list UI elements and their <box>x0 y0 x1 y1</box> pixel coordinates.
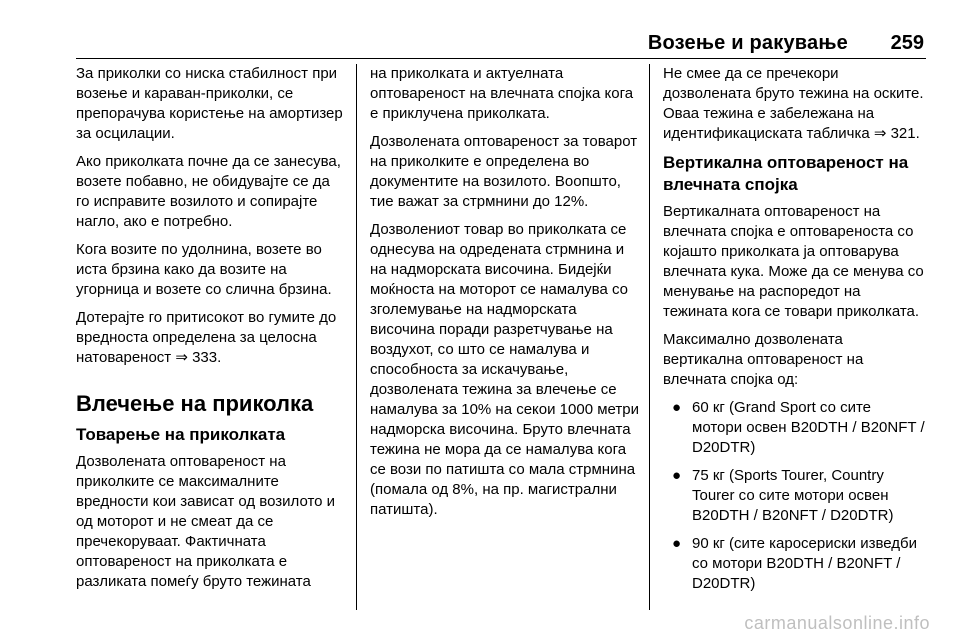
column-2 <box>370 64 640 528</box>
paragraph: Дотерајте го притисокот во гумите до вредноста определена за целосна натовареност ⇒ 333. <box>76 309 337 366</box>
column-1 <box>76 64 346 600</box>
bullet-icon: ● <box>672 399 682 416</box>
paragraph: Ако приколката почне да се занесува, возете побавно, не обидувајте се да го исправите возилото и сопирајте нагло, ако е потребно. <box>76 153 341 230</box>
running-title: Возење и ракување <box>647 32 848 54</box>
paragraph: Дозволениот товар во приколката се однесува на одредената стрмнина и на надморската височина. Бидејќи моќноста на моторот се намалува со зголемување на надморската височина поради разретчување на воздухот, со што се намалува и способноста за искачување, дозволената тежина за влечење се намалува за 10% на секои 1000 метри надморска височина. Бруто влечната тежина не мора да се намалува кога се вози по патишта со мала стрмнина (помала од 8%, на пр. магистрални патишта). <box>370 221 639 518</box>
paragraph: Дозволената оптовареност на приколките се максималните вредности кои зависат од возилото и од моторот и не смеат да се пречекоруваат. Фактичната оптовареност на приколката е разликата помеѓу бруто тежината <box>76 453 336 590</box>
paragraph: Максимално дозволената вертикална оптовареност на влечната спојка од: <box>663 331 864 388</box>
subsection-heading: Вертикална оптовареност на влечната спојка <box>663 153 909 194</box>
list-item-text: 90 кг (сите каросериски изведби со мотори B20DTH / B20NFT / D20DTR) <box>692 535 918 592</box>
bullet-icon: ● <box>672 535 682 552</box>
column-divider-2 <box>649 64 650 610</box>
paragraph: на приколката и актуелната оптовареност на влечната спојка кога е приклучена приколката. <box>370 65 634 122</box>
section-heading: Влечење на приколка <box>76 391 314 416</box>
paragraph: Дозволената оптовареност за товарот на приколките е определена во документите на возилото. Воопшто, тие важат за стрмнини до 12%. <box>370 133 638 210</box>
page-header <box>0 0 960 54</box>
paragraph: Не смее да се пречекори дозволената бруто тежина на оските. Оваа тежина е забележана на идентификациската табличка ⇒ 321. <box>663 65 924 142</box>
subsection-heading: Товарење на приколката <box>76 425 286 444</box>
paragraph: За приколки со ниска стабилност при возење и каравaн-приколки, се препорачува користење на амортизер за осцилации. <box>76 65 343 142</box>
list-item <box>663 466 925 526</box>
list-item-text: 60 кг (Grand Sport со сите мотори освен B20DTH / B20NFT / D20DTR) <box>692 399 925 456</box>
header-rule <box>76 58 926 59</box>
paragraph: Вертикалната оптовареност на влечната спојка е оптовареноста со којашто приколката ја оптоварува влечната кука. Може да се менува со менување на распоредот на тежината кога се товари приколката. <box>663 203 924 320</box>
column-3 <box>663 64 925 602</box>
list-item <box>663 398 925 458</box>
bullet-list <box>663 398 925 594</box>
watermark: carmanualsonline.info <box>744 613 930 633</box>
list-item-text: 75 кг (Sports Tourer, Country Tourer со сите мотори освен B20DTH / B20NFT / D20DTR) <box>692 467 894 524</box>
paragraph: Кога возите по удолнина, возете во иста брзина како да возите на угорница и возете со слична брзина. <box>76 241 332 298</box>
list-item <box>663 534 925 594</box>
page-number: 259 <box>890 32 924 54</box>
bullet-icon: ● <box>672 467 682 484</box>
column-divider-1 <box>356 64 357 610</box>
